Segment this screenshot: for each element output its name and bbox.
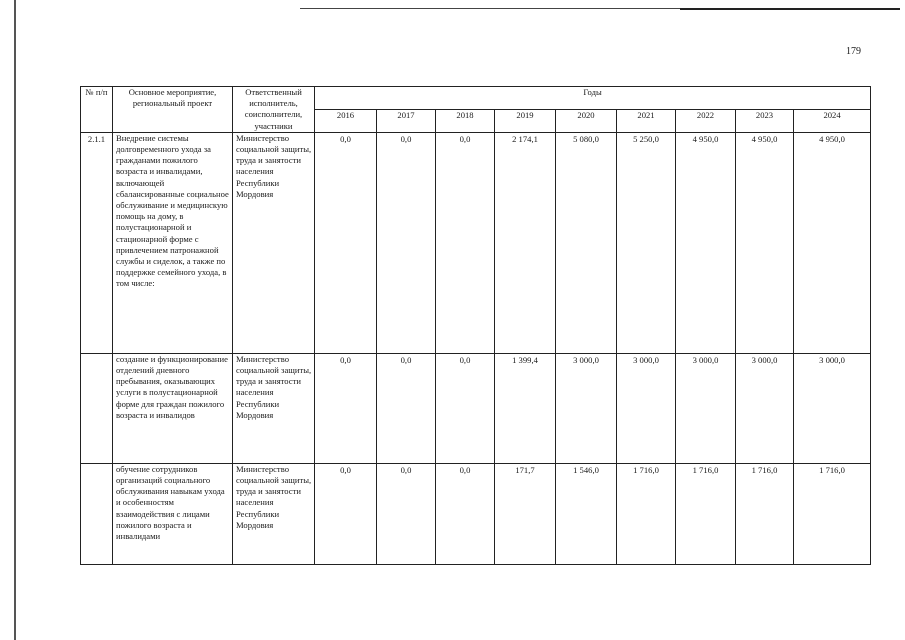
value-cell: 4 950,0 <box>676 132 736 353</box>
table-row <box>81 132 871 353</box>
value-cell: 0,0 <box>377 132 436 353</box>
row-responsible: Министерство социальной защиты, труда и занятости населения Республики Мордовия <box>233 463 315 564</box>
header-no: № п/п <box>81 87 113 133</box>
value-cell: 1 716,0 <box>676 463 736 564</box>
year-header: 2021 <box>617 109 676 132</box>
year-header: 2016 <box>315 109 377 132</box>
value-cell: 0,0 <box>436 132 495 353</box>
value-cell: 171,7 <box>495 463 556 564</box>
value-cell: 0,0 <box>315 132 377 353</box>
value-cell: 1 399,4 <box>495 353 556 463</box>
value-cell: 0,0 <box>436 353 495 463</box>
value-cell: 4 950,0 <box>794 132 871 353</box>
row-responsible: Министерство социальной защиты, труда и занятости населения Республики Мордовия <box>233 132 315 353</box>
value-cell: 0,0 <box>377 463 436 564</box>
table-row <box>81 463 871 564</box>
header-event: Основное мероприятие, региональный проект <box>113 87 233 133</box>
value-cell: 1 546,0 <box>556 463 617 564</box>
value-cell: 5 080,0 <box>556 132 617 353</box>
value-cell: 3 000,0 <box>617 353 676 463</box>
value-cell: 0,0 <box>377 353 436 463</box>
page-left-edge <box>14 0 16 640</box>
value-cell: 1 716,0 <box>736 463 794 564</box>
year-header: 2022 <box>676 109 736 132</box>
program-table <box>80 86 871 565</box>
row-event: создание и функционирование отделений дневного пребывания, оказывающих услуги в полустационарной форме для граждан пожилого возраста и инвалидов <box>113 353 233 463</box>
year-header: 2017 <box>377 109 436 132</box>
value-cell: 4 950,0 <box>736 132 794 353</box>
year-header: 2019 <box>495 109 556 132</box>
header-row <box>81 87 871 110</box>
row-number <box>81 353 113 463</box>
value-cell: 5 250,0 <box>617 132 676 353</box>
header-years: Годы <box>315 87 871 110</box>
value-cell: 0,0 <box>315 463 377 564</box>
row-event: Внедрение системы долговременного ухода за гражданами пожилого возраста и инвалидами, включающей сбалансированные социальное обслуживание и медицинскую помощь на дому, в полустационарной и стационарной форме с привлечением патронажной службы и сиделок, а также по поддержке семейного ухода, в том числе: <box>113 132 233 353</box>
top-rule-accent <box>680 8 900 10</box>
value-cell: 3 000,0 <box>794 353 871 463</box>
header-responsible: Ответственный исполнитель, соисполнители, участники <box>233 87 315 133</box>
table-row <box>81 353 871 463</box>
value-cell: 2 174,1 <box>495 132 556 353</box>
row-event: обучение сотрудников организаций социального обслуживания навыкам ухода и особенностям взаимодействия с лицами пожилого возраста и инвалидами <box>113 463 233 564</box>
value-cell: 0,0 <box>315 353 377 463</box>
value-cell: 1 716,0 <box>617 463 676 564</box>
page-number: 179 <box>846 46 861 57</box>
year-header: 2020 <box>556 109 617 132</box>
row-number <box>81 463 113 564</box>
value-cell: 0,0 <box>436 463 495 564</box>
year-header: 2018 <box>436 109 495 132</box>
value-cell: 3 000,0 <box>736 353 794 463</box>
row-responsible: Министерство социальной защиты, труда и занятости населения Республики Мордовия <box>233 353 315 463</box>
value-cell: 1 716,0 <box>794 463 871 564</box>
year-header: 2023 <box>736 109 794 132</box>
value-cell: 3 000,0 <box>676 353 736 463</box>
year-header: 2024 <box>794 109 871 132</box>
row-number: 2.1.1 <box>81 132 113 353</box>
value-cell: 3 000,0 <box>556 353 617 463</box>
